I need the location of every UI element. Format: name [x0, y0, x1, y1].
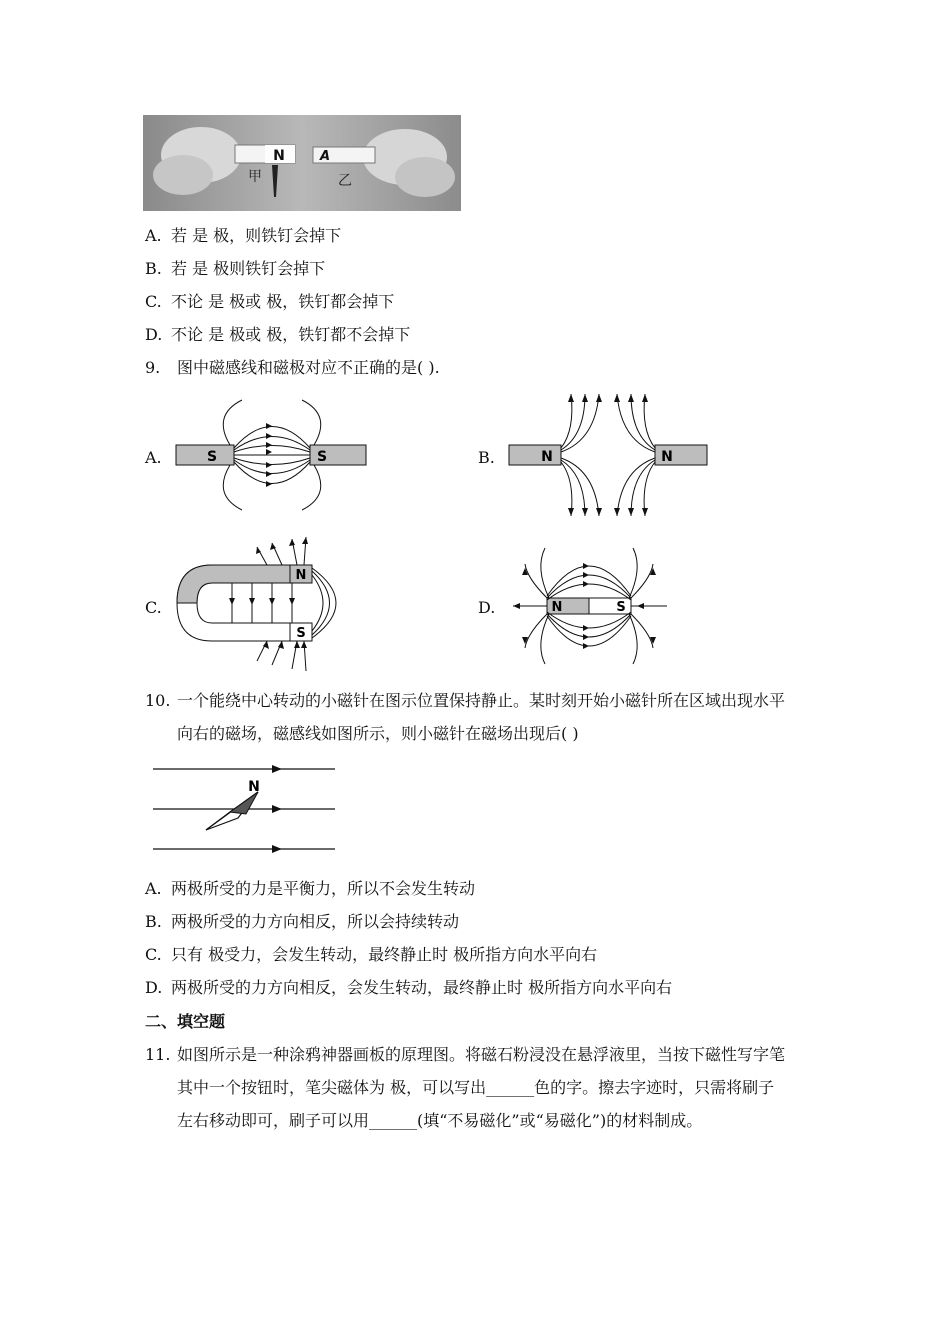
q10-stem-line1 — [145, 690, 785, 712]
q10-option-c[interactable] — [145, 944, 597, 966]
option-letter: D. — [145, 978, 163, 997]
question-text: 如图所示是一种涂鸦神器画板的原理图。将磁石粉浸没在悬浮液里，当按下磁性写字笔 — [177, 1045, 786, 1064]
q9-figure-d — [505, 538, 675, 673]
option-text: 两极所受的力方向相反，会发生转动，最终静止时 极所指方向水平向右 — [171, 978, 673, 997]
q11-line3: 左右移动即可，刷子可以用______(填“不易磁化”或“易磁化”)的材料制成。 — [177, 1111, 703, 1130]
q8-option-a[interactable] — [145, 225, 341, 247]
option-text: 两极所受的力方向相反，所以会持续转动 — [171, 912, 460, 931]
q9-figure-a — [172, 395, 372, 515]
q9-figure-a-letter[interactable]: A. — [145, 448, 162, 467]
option-text: 若 是 极，则铁钉会掉下 — [171, 226, 342, 245]
pole-label: N — [541, 449, 553, 465]
option-text: 两极所受的力是平衡力，所以不会发生转动 — [171, 879, 476, 898]
pole-label: S — [616, 600, 626, 615]
magnet-photo-svg — [143, 115, 461, 211]
pole-label: N — [661, 449, 673, 465]
pole-label: S — [206, 449, 218, 465]
q8-option-d[interactable] — [145, 324, 410, 346]
q9-figure-b — [505, 390, 710, 520]
pole-label: N — [295, 568, 307, 583]
magnet-n-label: N — [273, 148, 285, 164]
option-text: 若 是 极则铁钉会掉下 — [171, 259, 326, 278]
q11-line2: 其中一个按钮时，笔尖磁体为 极，可以写出______色的字。擦去字迹时，只需将刷子 — [177, 1078, 775, 1097]
option-letter: A. — [145, 226, 162, 245]
option-letter: D. — [145, 325, 163, 344]
q9-figure-d-letter[interactable]: D. — [478, 598, 496, 617]
section-title: 二、填空题 — [145, 1012, 226, 1031]
q10-option-d[interactable] — [145, 977, 672, 999]
q8-option-c[interactable] — [145, 291, 394, 313]
pole-label: S — [296, 626, 306, 641]
magnet-photo — [143, 115, 461, 211]
question-text: 一个能绕中心转动的小磁针在图示位置保持静止。某时刻开始小磁针所在区域出现水平 — [177, 691, 786, 710]
option-letter: C. — [145, 292, 162, 311]
option-letter: B. — [145, 259, 162, 278]
option-letter: C. — [145, 945, 162, 964]
option-letter: B. — [145, 912, 162, 931]
question-text: 图中磁感线和磁极对应不正确的是( ). — [177, 358, 440, 377]
option-letter: A. — [145, 879, 162, 898]
magnet-a-label: A — [319, 149, 331, 164]
question-number: 9. — [145, 358, 161, 377]
q9-stem — [145, 357, 440, 379]
q11-line1 — [145, 1044, 785, 1066]
option-text: 不论 是 极或 极，铁钉都不会掉下 — [171, 325, 411, 344]
question-number: 11. — [145, 1045, 171, 1064]
q10-option-a[interactable] — [145, 878, 475, 900]
q10-option-b[interactable] — [145, 911, 459, 933]
q9-figure-c — [172, 535, 362, 673]
q9-figure-c-letter[interactable]: C. — [145, 598, 162, 617]
question-number: 10. — [145, 691, 171, 710]
q10-stem-line2: 向右的磁场，磁感线如图所示，则小磁针在磁场出现后( ) — [177, 724, 579, 743]
needle-n-label: N — [248, 779, 260, 795]
pole-label: S — [316, 449, 328, 465]
q10-compass-figure — [150, 760, 340, 860]
option-text: 不论 是 极或 极，铁钉都会掉下 — [171, 292, 395, 311]
label-jia: 甲 — [248, 169, 262, 185]
label-yi: 乙 — [338, 173, 352, 189]
pole-label: N — [551, 600, 563, 615]
option-text: 只有 极受力，会发生转动，最终静止时 极所指方向水平向右 — [171, 945, 598, 964]
q8-option-b[interactable] — [145, 258, 325, 280]
q9-figure-b-letter[interactable]: B. — [478, 448, 495, 467]
